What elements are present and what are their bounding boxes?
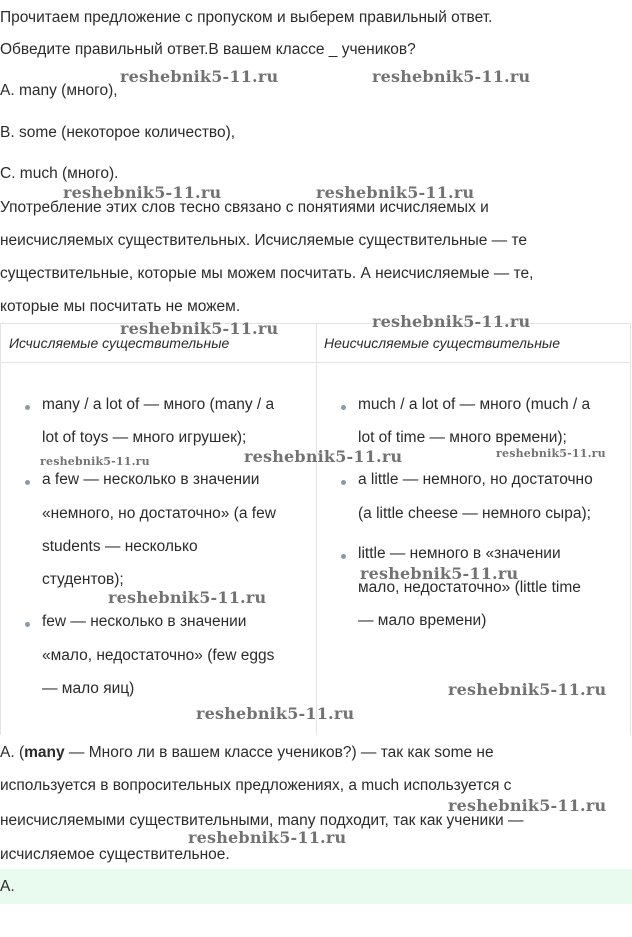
watermark: reshebnik5-11.ru [360,564,519,583]
paragraph-line-2: неисчисляемых существительных. Исчисляемые существительные — те [0,232,528,249]
list-item-continued: (a little cheese — немного сыра); [358,505,591,522]
intro-line-1: Прочитаем предложение с пропуском и выберем правильный ответ. [0,9,493,26]
list-item-continued: студентов); [42,571,124,588]
paragraph-line-1: Употребление этих слов тесно связано с понятиями исчисляемых и [0,199,489,216]
bullet-icon [25,405,30,410]
paragraph-line-3: существительные, которые мы можем посчитать. А неисчисляемые — те, [0,265,534,282]
watermark: reshebnik5-11.ru [120,67,279,86]
explanation-line-2: используется в вопросительных предложениях, а much используется с [0,777,512,794]
list-item-continued: мало, недостаточно» (little time [358,579,581,596]
answer-text: A. [0,878,15,895]
table-header-divider [1,362,630,363]
watermark: reshebnik5-11.ru [372,67,531,86]
answer-box [0,869,632,904]
list-item: many / a lot of — много (many / a [42,396,275,413]
watermark: reshebnik5-11.ru [188,828,347,847]
list-item: few — несколько в значении [42,613,247,630]
table-header-countable: Исчисляемые существительные [9,335,230,351]
paragraph-line-4: которые мы посчитать не можем. [0,298,241,315]
bullet-icon [341,480,346,485]
watermark: reshebnik5-11.ru [63,183,222,202]
option-b: B. some (некоторое количество), [0,124,236,141]
watermark: reshebnik5-11.ru [108,588,267,607]
list-item-continued: lot of toys — много игрушек); [42,429,247,446]
option-c: C. much (много). [0,165,119,182]
question-line: Обведите правильный ответ.В вашем классе _ учеников? [0,41,416,58]
answer-word: many [24,744,65,761]
watermark: reshebnik5-11.ru [196,704,355,723]
watermark: reshebnik5-11.ru [40,455,150,468]
explanation-line-3: неисчисляемыми существительными, many подходит, так как ученики — [0,812,524,829]
watermark: reshebnik5-11.ru [316,183,475,202]
explanation-line-4: исчисляемое существительное. [0,846,230,863]
list-item-continued: students — несколько [42,538,198,555]
list-item: a little — немного, но достаточно [358,471,593,488]
watermark: reshebnik5-11.ru [244,447,403,466]
bullet-icon [341,405,346,410]
bullet-icon [341,554,346,559]
explanation-line-1: A. (many — Много ли в вашем классе учеников?) — так как some не [0,744,494,761]
nouns-table [0,323,631,735]
list-item-continued: «мало, недостаточно» (few eggs [42,647,275,664]
table-column-divider [316,324,317,735]
option-a: A. many (много), [0,82,118,99]
list-item: a few — несколько в значении [42,471,260,488]
watermark: reshebnik5-11.ru [372,312,531,331]
watermark: reshebnik5-11.ru [448,796,607,815]
table-header-uncountable: Неисчисляемые существительные [324,335,561,351]
bullet-icon [25,622,30,627]
list-item-continued: — мало яиц) [42,680,135,697]
list-item-continued: — мало времени) [358,612,487,629]
watermark: reshebnik5-11.ru [496,447,606,460]
list-item: little — немного в «значении [358,545,561,562]
watermark: reshebnik5-11.ru [448,680,607,699]
list-item-continued: lot of time — много времени); [358,429,567,446]
list-item-continued: «немного, но достаточно» (a few [42,505,276,522]
bullet-icon [25,480,30,485]
watermark: reshebnik5-11.ru [120,319,279,338]
list-item: much / a lot of — много (much / a [358,396,591,413]
